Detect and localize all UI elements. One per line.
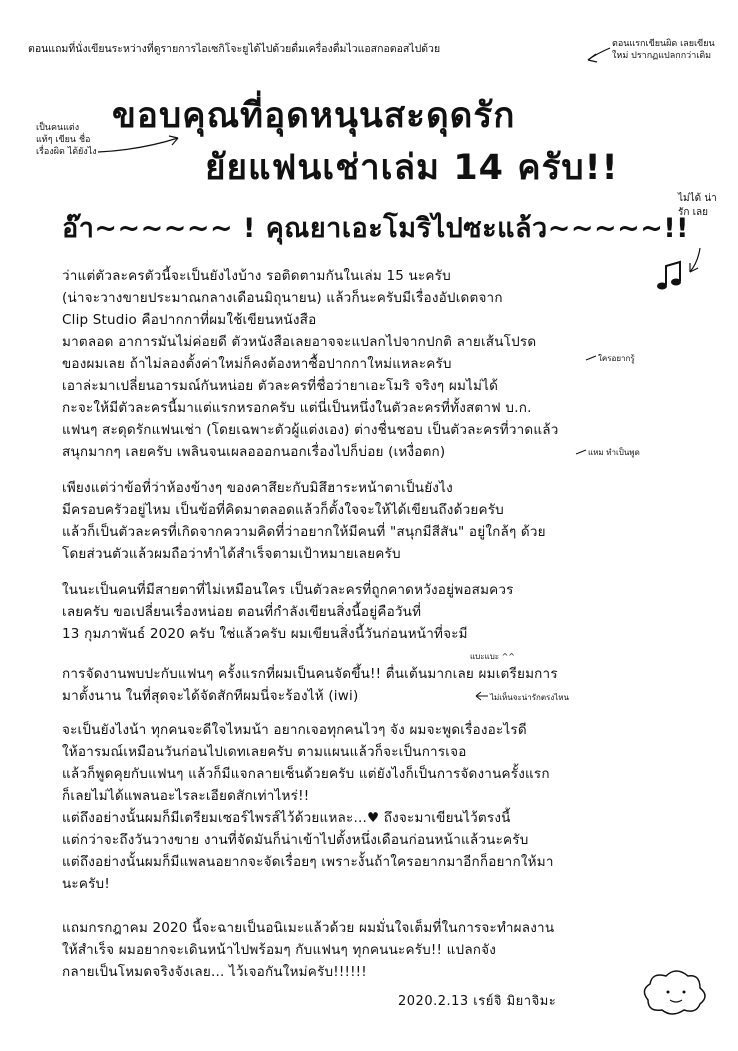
arrow-icon [586,356,596,360]
body-line: ให้อารมณ์เหมือนวันก่อนไปเดทเลยครับ ตามแผนแล้วก็จะเป็นการเจอ [62,744,467,760]
music-note-icon [657,262,681,290]
body-line: นะครับ! [62,876,110,892]
body-line: Clip Studio คือปากกาที่ผมใช้เขียนหนังสือ [62,312,317,328]
body-line: มาตลอด อาการมันไม่ค่อยดี ตัวหนังสือเลยอาจจะแปลกไปจากปกติ ลายเส้นโปรด [62,334,537,350]
body-line: (น่าจะวางขายประมาณกลางเดือนมิถุนายน) แล้วก็นะครับมีเรื่องอัปเดตจาก [62,290,503,306]
body-line: ในนะเป็นคนที่มีสายตาที่ไม่เหมือนใคร เป็นตัวละครที่ถูกคาดหวังอยู่พอสมควร [62,582,514,598]
side-note-right: ตอนแรกเขียนผิด เลยเขียนใหม่ ปรากฏแปลกกว่าเดิม [612,39,715,61]
body-line: โดยส่วนตัวแล้วผมถือว่าทำได้สำเร็จตามเป้าหมายเลยครับ [62,546,401,562]
exclamation-heading: อ๊า~~~~~~ ! คุณยาเอะโมริไปซะแล้ว~~~~~!! [62,213,689,244]
cute-side-note: ไม่ได้ น่ารัก เลย [678,193,717,218]
cloud-face-doodle-icon [644,971,705,1014]
body-line: ก็เลยไม่ได้แพลนอะไรละเอียดสักเท่าไหร่!! [62,788,310,804]
body-line: มีครอบครัวอยู่ไหม เป็นข้อที่คิดมาตลอดแล้วก็ตั้งใจจะให้ได้เขียนถึงด้วยครับ [62,502,504,518]
side-note-left: เป็นคนแต่ง แท้ๆ เขียน ชื่อเรื่องผิด ได้ยังไง [36,123,97,157]
body-line: ให้สำเร็จ ผมอยากจะเดินหน้าไปพร้อมๆ กับแฟนๆ ทุกคนนะครับ!! แปลกจัง [62,942,497,958]
title-line-1: ขอบคุณที่อุดหนุนสะดุดรัก [112,96,516,136]
margin-note: แหม ทำเป็นพูด [588,448,640,457]
body-line: ของผมเลย ถ้าไม่ลองตั้งค่าใหม่ก็คงต้องหาซื้อปากกาใหม่แหละครับ [62,356,452,372]
body-line: แฟนๆ สะดุดรักแฟนเช่า (โดยเฉพาะตัวผู้แต่งเอง) ต่างชื่นชอบ เป็นตัวละครที่วาดแล้ว [62,422,559,438]
body-line: จะเป็นยังไงน้า ทุกคนจะดีใจไหมน้า อยากเจอทุกคนไวๆ จัง ผมจะพูดเรื่องอะไรดี [62,722,527,738]
signature-date: 2020.2.13 เรย์จิ มิยาจิมะ [398,994,557,1009]
body-line: การจัดงานพบปะกับแฟนๆ ครั้งแรกที่ผมเป็นคนจัดขึ้น!! ตื่นเต้นมากเลย ผมเตรียมการ [62,666,558,682]
body-line: กลายเป็นโหมดจริงจังเลย... ไว้เจอกันใหม่ครับ!!!!!! [62,964,367,980]
margin-note: ไม่เห็นจะน่ารักตรงไหน [490,693,570,702]
body-line: เลยครับ ขอเปลี่ยนเรื่องหน่อย ตอนที่กำลังเขียนสิ่งนี้อยู่คือวันที่ [62,604,422,620]
body-line: เพียงแต่ว่าข้อที่ว่าห้องข้างๆ ของคาสึยะกับมิสึฮาระหน้าตาเป็นยังไง [62,480,453,496]
top-note: ตอนแถมที่นั่งเขียนระหว่างที่ดูรายการไอเซกิโจะยูได้ไปด้วยดื่มเครื่องดื่มไวแอสกอตอสไปด้วย [28,43,441,55]
arrow-icon [576,450,586,454]
body-line: กะจะให้มีตัวละครนี้มาแต่แรกหรอกครับ แต่นี่เป็นหนึ่งในตัวละครที่ทั้งสตาฟ บ.ก. [62,400,532,416]
arrow-icon [476,692,488,700]
body-line: แต่ถึงอย่างนั้นผมก็มีเตรียมเซอร์ไพรส์ไว้ด้วยแหละ...♥ ถึงจะมาเขียนไว้ตรงนี้ [62,810,511,826]
body-line: แต่ถึงอย่างนั้นผมก็มีแพลนอยากจะจัดเรื่อยๆ เพราะงั้นถ้าใครอยากมาอีกก็อยากให้มา [62,854,554,870]
body-line: เอาล่ะมาเปลี่ยนอารมณ์กันหน่อย ตัวละครที่ชื่อว่ายาเอะโมริ จริงๆ ผมไม่ได้ [62,378,499,394]
body-line: ว่าแต่ตัวละครตัวนี้จะเป็นยังไงบ้าง รอติดตามกันในเล่ม 15 นะครับ [62,268,451,284]
body-line: แถมกรกฎาคม 2020 นี้จะฉายเป็นอนิเมะแล้วด้วย ผมมั่นใจเต็มที่ในการจะทำผลงาน [62,920,555,936]
body-line: แต่กว่าจะถึงวันวางขาย งานที่จัดมันก็น่าเข้าไปตั้งหนึ่งเดือนก่อนหน้าแล้วนะครับ [62,832,529,848]
arrow-icon [690,248,700,272]
margin-note: แบะแบะ ^^ [470,652,516,661]
body-line: แล้วก็พูดคุยกับแฟนๆ แล้วก็มีแจกลายเซ็นด้วยครับ แต่ยังไงก็เป็นการจัดงานครั้งแรก [62,766,550,782]
arrow-icon [588,48,610,62]
body-line: 13 กุมภาพันธ์ 2020 ครับ ใช่แล้วครับ ผมเขียนสิ่งนี้วันก่อนหน้าที่จะมี [62,626,468,642]
body-line: สนุกมากๆ เลยครับ เพลินจนเผลอออกนอกเรื่องไปก็บ่อย (เหงื่อตก) [62,444,446,460]
title-line-2: ยัยแฟนเช่าเล่ม 14 ครับ!! [205,148,619,188]
body-line: มาตั้งนาน ในที่สุดจะได้จัดสักทีผมนี่จะร้องไห้ (iwi) [62,688,359,704]
margin-note: ใครอยากรู้ [598,354,635,363]
body-line: แล้วก็เป็นตัวละครที่เกิดจากความคิดที่ว่าอยากให้มีคนที่ "สนุกมีสีสัน" อยู่ใกล้ๆ ด้วย [62,524,546,540]
